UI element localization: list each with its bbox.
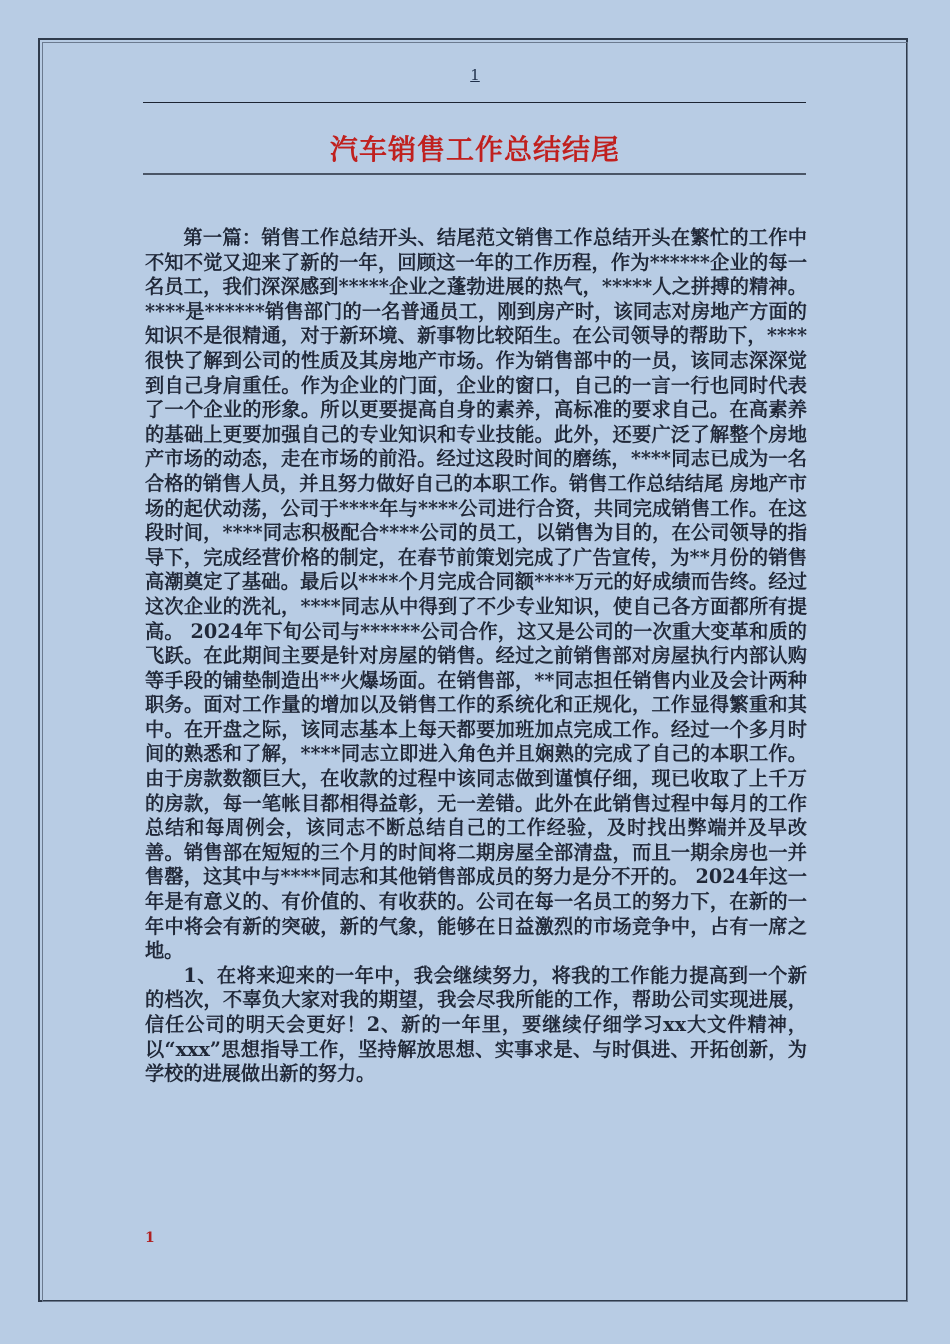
body-paragraph: 第一篇：销售工作总结开头、结尾范文销售工作总结开头在繁忙的工作中不知不觉又迎来了新的一年，回顾这一年的工作历程，作为******企业的每一名员工，我们深深感到*****企业之蓬勃进展的热气，*****人之拼搏的精神。****是******销售部门的一名普通员工，刚到房产时，该同志对房地产方面的知识不是很精通，对于新环境、新事物比较陌生。在公司领导的帮助下，****很快了解到公司的性质及其房地产市场。作为销售部中的一员，该同志深深觉到自己身肩重任。作为企业的门面，企业的窗口，自己的一言一行也同时代表了一个企业的形象。所以更要提高自身的素养，高标准的要求自己。在高素养的基础上更要加强自己的专业知识和专业技能。此外，还要广泛了解整个房地产市场的动态，走在市场的前沿。经过这段时间的磨练，****同志已成为一名合格的销售人员，并且努力做好自己的本职工作。销售工作总结结尾 房地产市场的起伏动荡，公司于****年与****公司进行合资，共同完成销售工作。在这段时间，****同志积极配合****公司的员工，以销售为目的，在公司领导的指导下，完成经营价格的制定，在春节前策划完成了广告宣传，为**月份的销售高潮奠定了基础。最后以****个月完成合同额****万元的好成绩而告终。经过这次企业的洗礼，****同志从中得到了不少专业知识，使自己各方面都所有提高。 2024年下旬公司与******公司合作，这又是公司的一次重大变革和质的飞跃。在此期间主要是针对房屋的销售。经过之前销售部对房屋执行内部认购等手段的铺垫制造出**火爆场面。在销售部，**同志担任销售内业及会计两种职务。面对工作量的增加以及销售工作的系统化和正规化，工作显得繁重和其中。在开盘之际，该同志基本上每天都要加班加点完成工作。经过一个多月时间的熟悉和了解，****同志立即进入角色并且娴熟的完成了自己的本职工作。由于房款数额巨大，在收款的过程中该同志做到谨慎仔细，现已收取了上千万的房款，每一笔帐目都相得益彰，无一差错。此外在此销售过程中每月的工作总结和每周例会，该同志不断总结自己的工作经验，及时找出弊端并及早改善。销售部在短短的三个月的时间将二期房屋全部清盘，而且一期余房也一并售罄，这其中与****同志和其他销售部成员的努力是分不开的。 2024年这一年是有意义的、有价值的、有收获的。公司在每一名员工的努力下，在新的一年中将会有新的突破，新的气象，能够在日益激烈的市场竞争中，占有一席之地。: [145, 226, 807, 963]
header-page-number: 1: [470, 66, 480, 84]
header-divider: [143, 102, 806, 103]
document-title: 汽车销售工作总结结尾: [329, 133, 620, 166]
body-paragraph: 1、在将来迎来的一年中，我会继续努力，将我的工作能力提高到一个新的档次，不辜负大家对我的期望，我会尽我所能的工作，帮助公司实现进展，信任公司的明天会更好！2、新的一年里，要继续仔细学习xx大文件精神，以“xxx”思想指导工作，坚持解放思想、实事求是、与时俱进、开拓创新，为学校的进展做出新的努力。: [145, 963, 807, 1086]
document-body: [145, 226, 807, 1087]
footer-page-number: 1: [145, 1230, 155, 1246]
title-divider: [143, 173, 806, 175]
